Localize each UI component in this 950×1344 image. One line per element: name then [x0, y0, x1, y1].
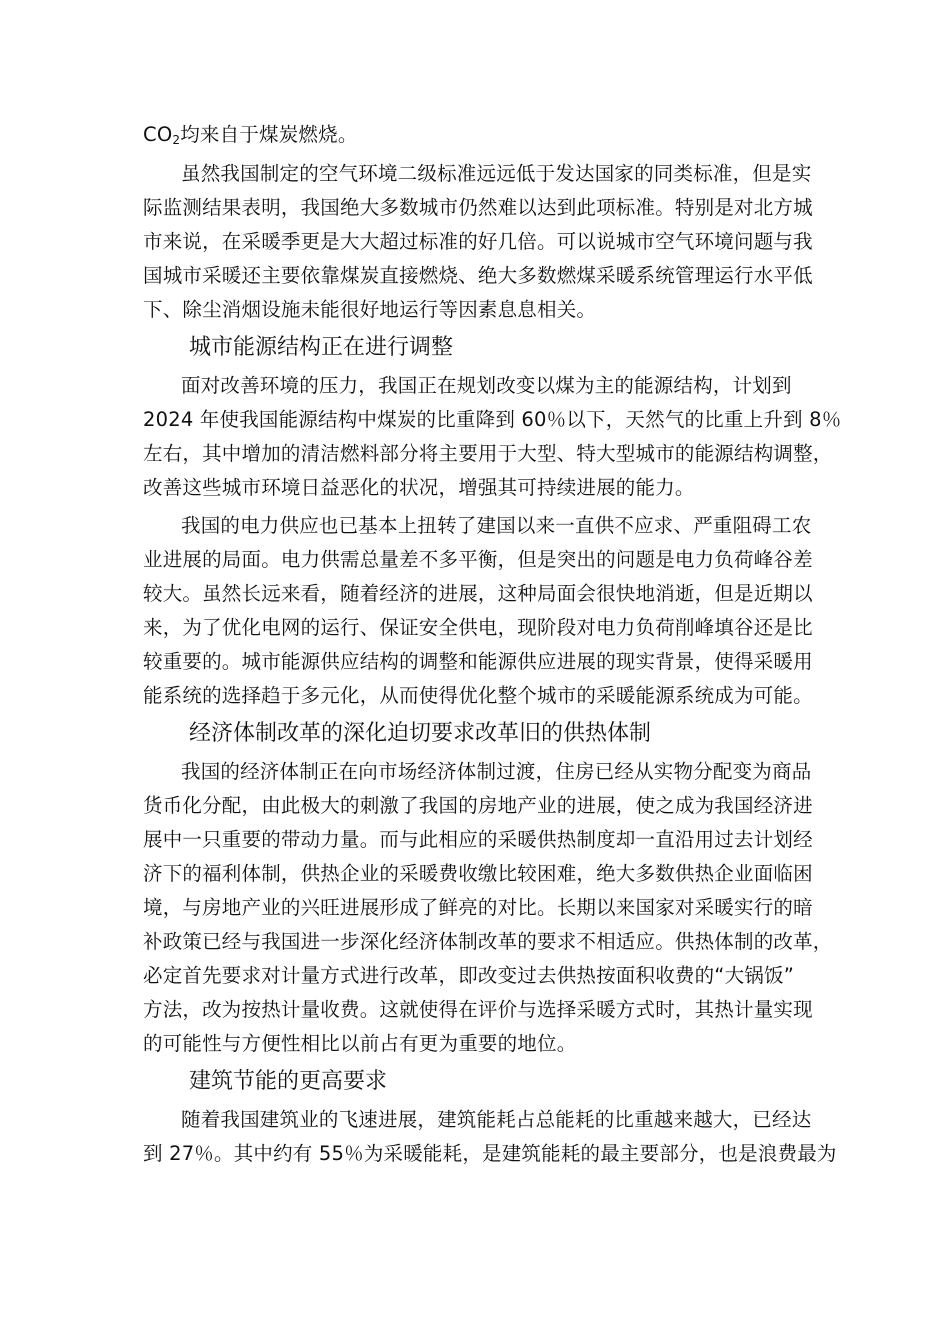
paragraph-building-energy — [143, 1103, 837, 1171]
paragraph-line: 我国的经济体制正在向市场经济体制过渡，住房已经从实物分配变为商品 — [181, 760, 812, 783]
paragraph-line: 能系统的选择趋于多元化，从而使得优化整个城市的采暖能源系统成为可能。 — [143, 684, 813, 707]
co2-subscript: 2 — [172, 133, 181, 147]
paragraph-0-line — [143, 118, 815, 157]
paragraph-line: 展中一只重要的带动力量。而与此相应的采暖供热制度却一直沿用过去计划经 — [143, 828, 813, 851]
paragraph-line: 际监测结果表明，我国绝大多数城市仍然难以达到此项标准。特别是对北方城 — [143, 196, 813, 219]
paragraph-power-supply — [143, 509, 815, 713]
paragraph-heating-reform — [143, 755, 833, 1061]
paragraph-line: 来，为了优化电网的运行、保证安全供电，现阶段对电力负荷削峰填谷还是比 — [143, 616, 813, 639]
paragraph-line: 境，与房地产业的兴旺进展形成了鲜亮的对比。长期以来国家对采暖实行的暗 — [143, 896, 813, 919]
paragraph-line: 济下的福利体制，供热企业的采暖费收缴比较困难，绝大多数供热企业面临困 — [143, 862, 813, 885]
paragraph-line: 面对改善环境的压力，我国正在规划改变以煤为主的能源结构，计划到 — [181, 374, 792, 397]
paragraph-line: 我国的电力供应也已基本上扭转了建国以来一直供不应求、严重阻碍工农 — [181, 514, 812, 537]
paragraph-line: 必定首先要求对计量方式进行改革，即改变过去供热按面积收费的“大锅饭” — [143, 964, 795, 987]
paragraph-energy-plan — [143, 369, 842, 505]
paragraph-line: 较大。虽然长远来看，随着经济的进展，这种局面会很快地消逝，但是近期以 — [143, 582, 813, 605]
paragraph-line: 改善这些城市环境日益恶化的状况，增强其可持续进展的能力。 — [143, 476, 695, 499]
paragraph-line: 虽然我国制定的空气环境二级标准远远低于发达国家的同类标准，但是实 — [181, 162, 812, 185]
paragraph-line: 方法，改为按热计量收费。这就使得在评价与选择采暖方式时，其热计量实现 — [143, 998, 813, 1021]
paragraph-line: 市来说，在采暖季更是大大超过标准的好几倍。可以说城市空气环境问题与我 — [143, 230, 813, 253]
paragraph-line: 下、除尘消烟设施未能很好地运行等因素息息相关。 — [143, 298, 597, 321]
paragraph-line: 2024 年使我国能源结构中煤炭的比重降到 60％以下，天然气的比重上升到 8％ — [143, 408, 842, 431]
paragraph-line: 补政策已经与我国进一步深化经济体制改革的要求不相适应。供热体制的改革， — [143, 930, 833, 953]
section-heading-reform: 经济体制改革的深化迫切要求改革旧的供热体制 — [189, 721, 652, 746]
paragraph-line: 的可能性与方便性相比以前占有更为重要的地位。 — [143, 1032, 577, 1055]
paragraph-line: 随着我国建筑业的飞速进展，建筑能耗占总能耗的比重越来越大，已经达 — [181, 1108, 812, 1131]
paragraph-0-text: 均来自于煤炭燃烧。 — [180, 123, 358, 146]
paragraph-line: 左右，其中增加的清洁燃料部分将主要用于大型、特大型城市的能源结构调整， — [143, 442, 833, 465]
paragraph-air-quality — [143, 157, 815, 327]
paragraph-line: 到 27％。其中约有 55％为采暖能耗，是建筑能耗的最主要部分，也是浪费最为 — [143, 1142, 837, 1165]
paragraph-line: 货币化分配，由此极大的刺激了我国的房地产业的进展，使之成为我国经济进 — [143, 794, 813, 817]
paragraph-line: 较重要的。城市能源供应结构的调整和能源供应进展的现实背景，使得采暖用 — [143, 650, 813, 673]
section-heading-energy-structure: 城市能源结构正在进行调整 — [189, 335, 454, 360]
paragraph-line: 业进展的局面。电力供需总量差不多平衡，但是突出的问题是电力负荷峰谷差 — [143, 548, 813, 571]
section-heading-building-energy: 建筑节能的更高要求 — [189, 1069, 388, 1094]
document-body — [143, 118, 842, 1171]
co2-prefix: CO — [143, 123, 173, 146]
paragraph-line: 国城市采暖还主要依靠煤炭直接燃烧、绝大多数燃煤采暖系统管理运行水平低 — [143, 264, 813, 287]
